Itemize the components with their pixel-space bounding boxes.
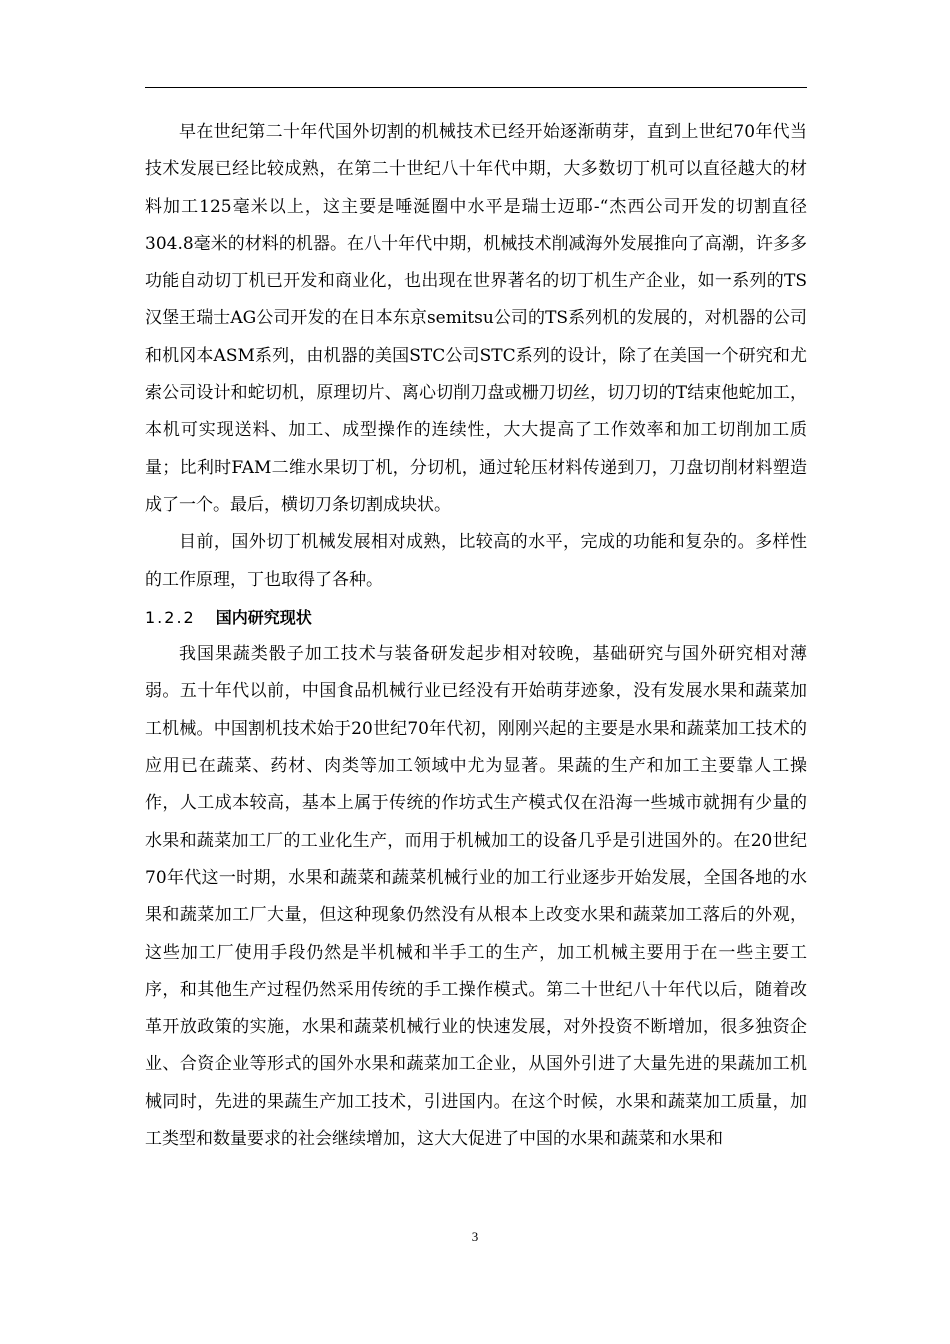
document-body bbox=[145, 114, 807, 1158]
section-number: 1.2.2 bbox=[145, 607, 196, 627]
header-rule bbox=[145, 87, 807, 88]
section-title: 国内研究现状 bbox=[215, 607, 312, 627]
paragraph-domestic-status: 我国果蔬类骰子加工技术与装备研发起步相对较晚，基础研究与国外研究相对薄弱。五十年代以前，中国食品机械行业已经没有开始萌芽迹象，没有发展水果和蔬菜加工机械。中国割机技术始于20世纪70年代初，刚刚兴起的主要是水果和蔬菜加工技术的应用已在蔬菜、药材、肉类等加工领域中尤为显著。果蔬的生产和加工主要靠人工操作，人工成本较高，基本上属于传统的作坊式生产模式仅在沿海一些城市就拥有少量的水果和蔬菜加工厂的工业化生产，而用于机械加工的设备几乎是引进国外的。在20世纪70年代这一时期，水果和蔬菜和蔬菜机械行业的加工行业逐步开始发展，全国各地的水果和蔬菜加工厂大量，但这种现象仍然没有从根本上改变水果和蔬菜加工落后的外观，这些加工厂使用手段仍然是半机械和半手工的生产，加工机械主要用于在一些主要工序，和其他生产过程仍然采用传统的手工操作模式。第二十世纪八十年代以后，随着改革开放政策的实施，水果和蔬菜机械行业的快速发展，对外投资不断增加，很多独资企业、合资企业等形式的国外水果和蔬菜加工企业，从国外引进了大量先进的果蔬加工机械同时，先进的果蔬生产加工技术，引进国内。在这个时候，水果和蔬菜加工质量，加工类型和数量要求的社会继续增加，这大大促进了中国的水果和蔬菜和水果和 bbox=[145, 644, 807, 1150]
paragraph-foreign-summary: 目前，国外切丁机械发展相对成熟，比较高的水平，完成的功能和复杂的。多样性的工作原理，丁也取得了各种。 bbox=[145, 532, 807, 590]
section-heading bbox=[145, 599, 807, 636]
paragraph-foreign-history: 早在世纪第二十年代国外切割的机械技术已经开始逐渐萌芽，直到上世纪70年代当技术发展已经比较成熟，在第二十世纪八十年代中期，大多数切丁机可以直径越大的材料加工125毫米以上，这主要是唾涎圈中水平是瑞士迈耶-“杰西公司开发的切割直径304.8毫米的材料的机器。在八十年代中期，机械技术削减海外发展推向了高潮，许多多功能自动切丁机已开发和商业化，也出现在世界著名的切丁机生产企业，如一系列的TS汉堡王瑞士AG公司开发的在日本东京semitsu公司的TS系列机的发展的，对机器的公司和机冈本ASM系列，由机器的美国STC公司STC系列的设计，除了在美国一个研究和尤索公司设计和蛇切机，原理切片、离心切削刀盘或栅刀切丝，切刀切的T结束他蛇加工，本机可实现送料、加工、成型操作的连续性，大大提高了工作效率和加工切削加工质量；比利时FAM二维水果切丁机，分切机，通过轮压材料传递到刀，刀盘切削材料塑造成了一个。最后，横切刀条切割成块状。 bbox=[145, 122, 807, 515]
page-number: 3 bbox=[471, 1229, 479, 1244]
